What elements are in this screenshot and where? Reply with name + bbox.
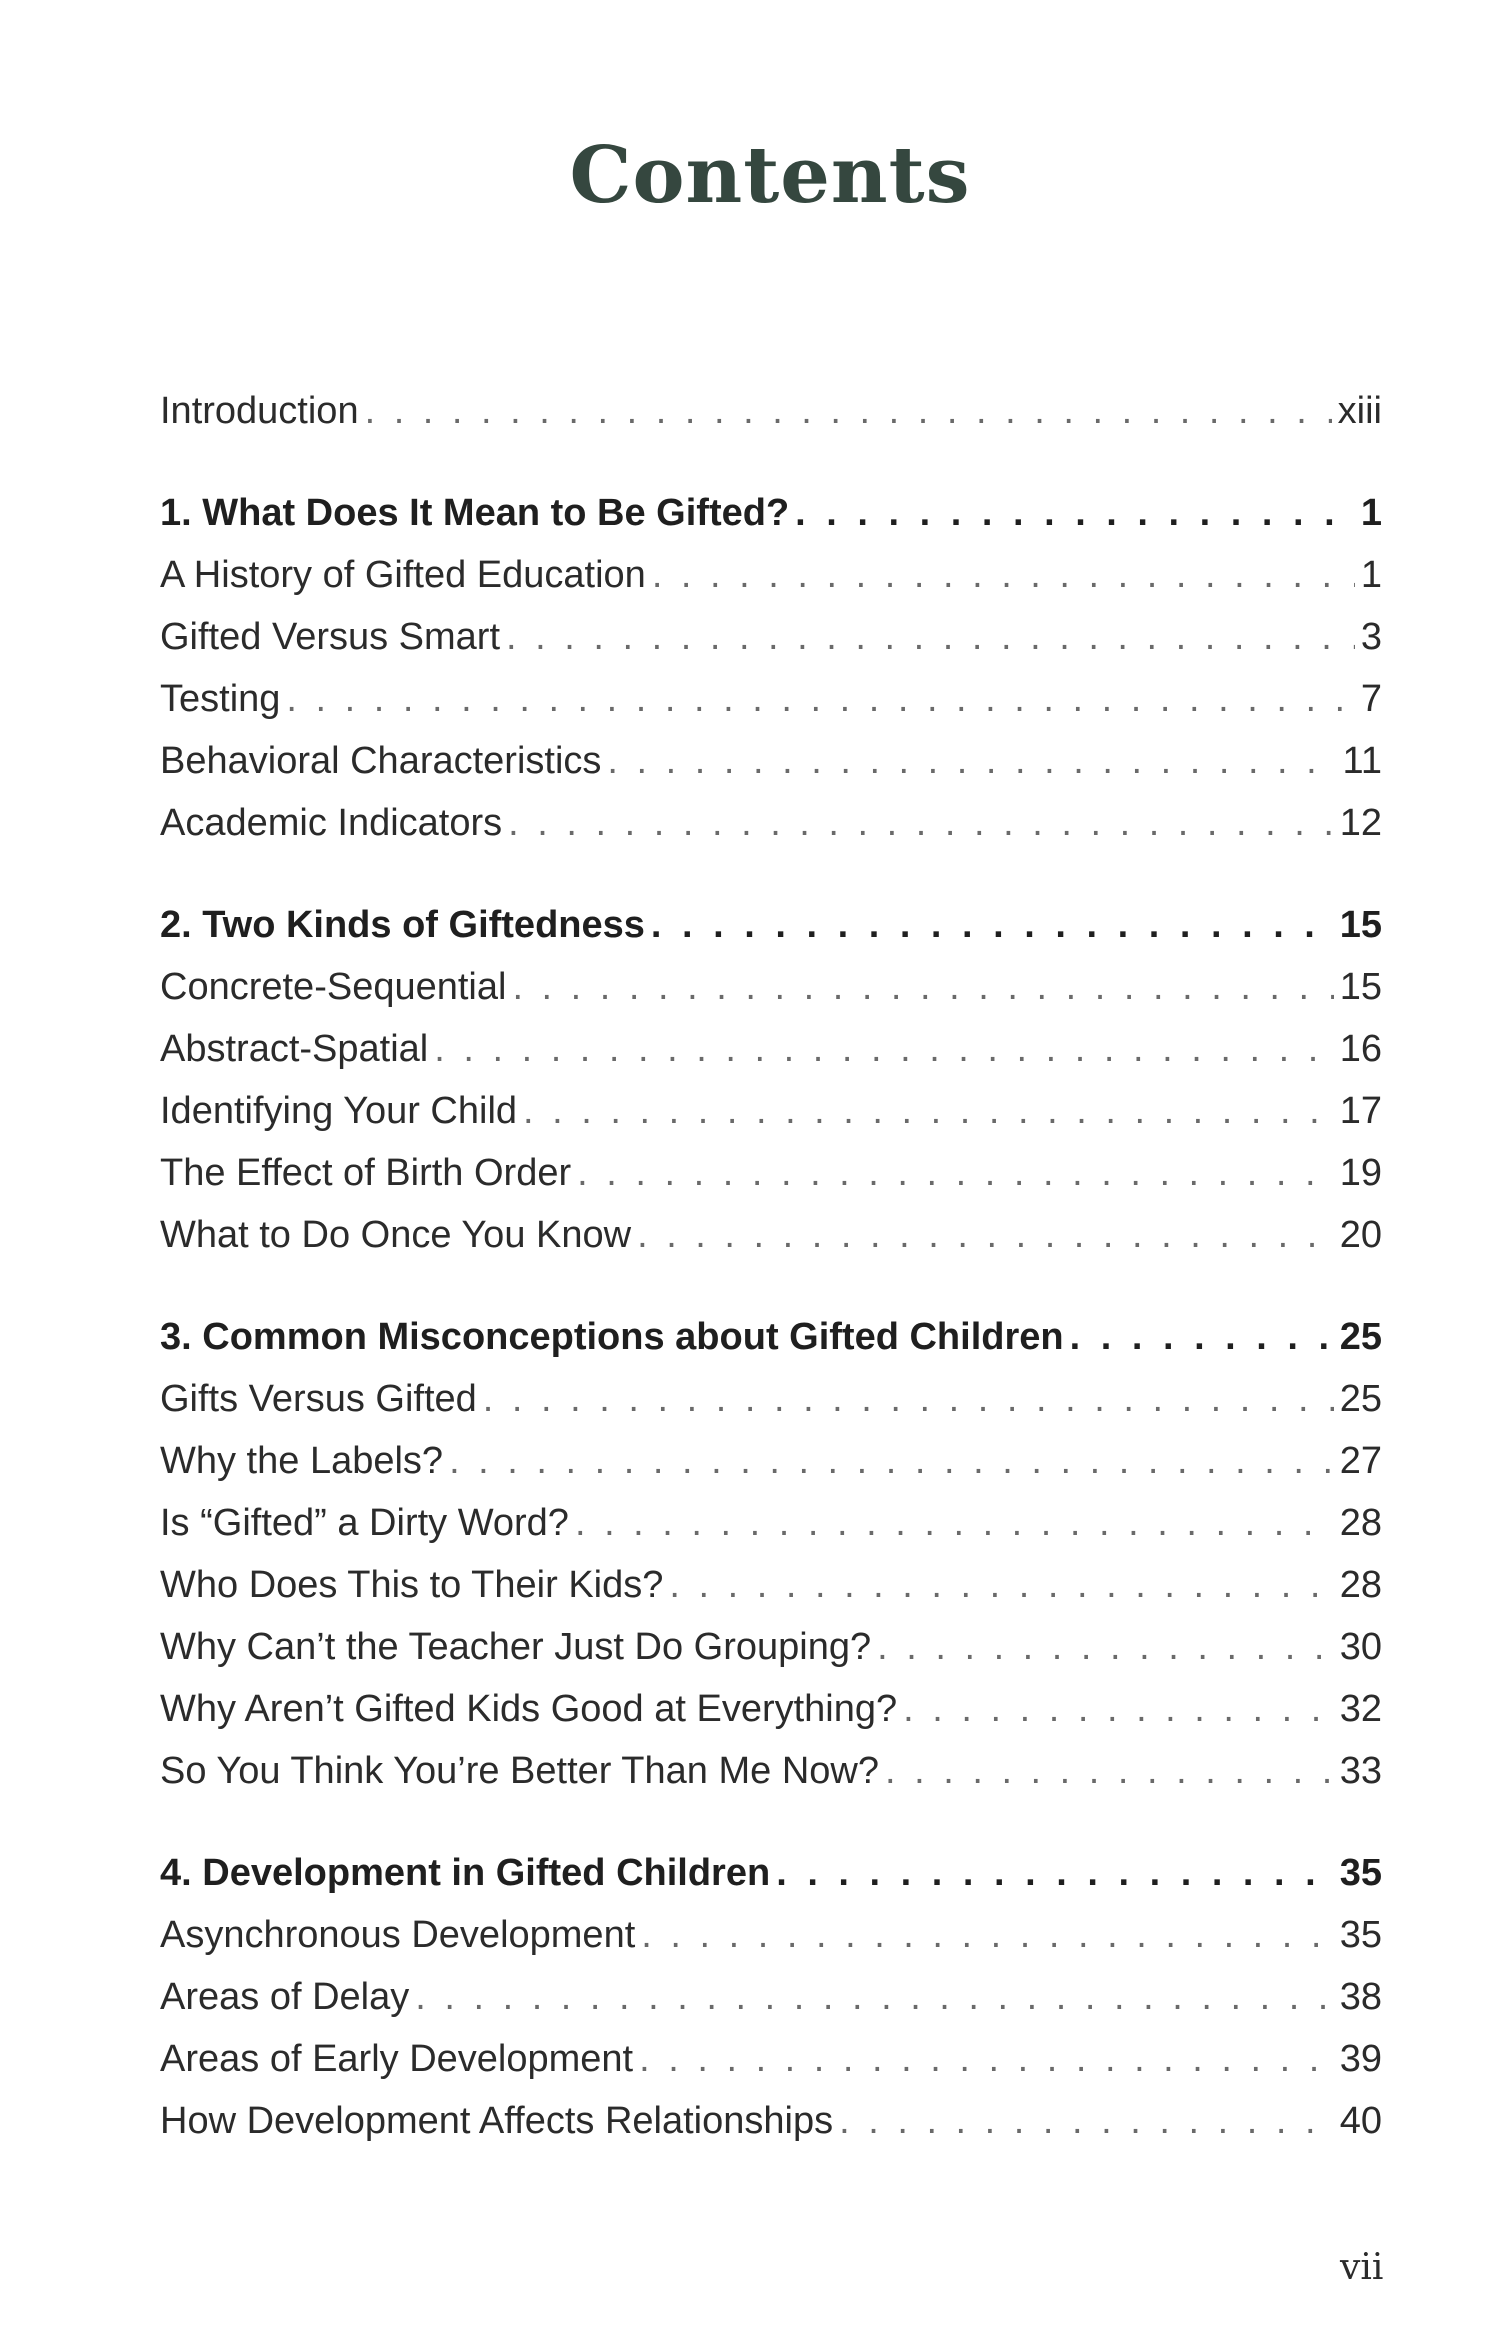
toc-entry-label: Academic Indicators [160, 802, 503, 844]
toc-entry [160, 1142, 1382, 1204]
toc-entry-introduction [160, 380, 1382, 442]
toc-entry-page: xiii [1337, 390, 1382, 432]
dot-leader [286, 668, 1354, 730]
toc-entry-page: 27 [1339, 1440, 1382, 1482]
toc-entry-label: Testing [160, 678, 281, 720]
chapter-page: 35 [1339, 1852, 1382, 1894]
toc-entry [160, 1616, 1382, 1678]
toc-entry-page: 40 [1339, 2100, 1382, 2142]
toc-entry [160, 1904, 1382, 1966]
chapter-page: 25 [1339, 1316, 1382, 1358]
chapter-heading [160, 894, 1382, 956]
dot-leader [415, 1966, 1333, 2028]
toc-entry-page: 12 [1339, 802, 1382, 844]
toc-entry-label: Gifts Versus Gifted [160, 1378, 477, 1420]
toc-entry [160, 1018, 1382, 1080]
toc-entry [160, 1492, 1382, 1554]
toc-entry-label: A History of Gifted Education [160, 554, 646, 596]
toc-entry [160, 2028, 1382, 2090]
toc-entry-label: Abstract-Spatial [160, 1028, 429, 1070]
toc-entry-page: 7 [1360, 678, 1382, 720]
toc-entry-label: What to Do Once You Know [160, 1214, 632, 1256]
toc-entry-page: 28 [1339, 1502, 1382, 1544]
chapter-page: 15 [1339, 904, 1382, 946]
dot-leader [434, 1018, 1333, 1080]
dot-leader [637, 1204, 1334, 1266]
toc-entry [160, 1678, 1382, 1740]
chapter-title: 1. What Does It Mean to Be Gifted? [160, 492, 790, 534]
chapter-title: 2. Two Kinds of Giftedness [160, 904, 645, 946]
dot-leader [903, 1678, 1334, 1740]
chapter-page: 1 [1360, 492, 1382, 534]
toc-entry-label: Is “Gifted” a Dirty Word? [160, 1502, 569, 1544]
dot-leader [641, 1904, 1333, 1966]
toc-entry [160, 2090, 1382, 2152]
table-of-contents [160, 380, 1382, 2152]
dot-leader [512, 956, 1333, 1018]
toc-entry-page: 1 [1360, 554, 1382, 596]
toc-entry-page: 38 [1339, 1976, 1382, 2018]
page-title: Contents [569, 130, 971, 221]
dot-leader [575, 1492, 1334, 1554]
toc-entry-page: 39 [1339, 2038, 1382, 2080]
dot-leader [651, 894, 1334, 956]
toc-entry-page: 30 [1339, 1626, 1382, 1668]
chapter-heading [160, 1306, 1382, 1368]
dot-leader [639, 2028, 1334, 2090]
toc-entry-page: 11 [1342, 740, 1382, 782]
dot-leader [483, 1368, 1334, 1430]
dot-leader [776, 1842, 1334, 1904]
dot-leader [885, 1740, 1334, 1802]
dot-leader [508, 792, 1334, 854]
toc-entry-page: 19 [1339, 1152, 1382, 1194]
toc-entry-label: The Effect of Birth Order [160, 1152, 572, 1194]
toc-entry-label: Areas of Early Development [160, 2038, 634, 2080]
toc-entry-page: 32 [1339, 1688, 1382, 1730]
chapter-title: 3. Common Misconceptions about Gifted Children [160, 1316, 1064, 1358]
toc-entry-page: 16 [1339, 1028, 1382, 1070]
toc-entry-label: Why Can’t the Teacher Just Do Grouping? [160, 1626, 872, 1668]
dot-leader [652, 544, 1355, 606]
toc-entry-label: Why Aren’t Gifted Kids Good at Everything? [160, 1688, 898, 1730]
dot-leader [506, 606, 1355, 668]
dot-leader [607, 730, 1336, 792]
toc-entry-page: 25 [1339, 1378, 1382, 1420]
toc-entry-page: 20 [1339, 1214, 1382, 1256]
dot-leader [523, 1080, 1334, 1142]
toc-entry [160, 1080, 1382, 1142]
toc-entry-label: Concrete-Sequential [160, 966, 507, 1008]
toc-entry [160, 668, 1382, 730]
toc-entry [160, 730, 1382, 792]
toc-entry-label: Who Does This to Their Kids? [160, 1564, 664, 1606]
toc-entry-label: Behavioral Characteristics [160, 740, 602, 782]
toc-entry [160, 544, 1382, 606]
toc-entry-page: 15 [1339, 966, 1382, 1008]
toc-entry [160, 792, 1382, 854]
dot-leader [1070, 1306, 1334, 1368]
toc-entry-label: How Development Affects Relationships [160, 2100, 834, 2142]
toc-entry-label: Identifying Your Child [160, 1090, 518, 1132]
toc-entry [160, 1740, 1382, 1802]
toc-entry-page: 35 [1339, 1914, 1382, 1956]
toc-entry-label: Areas of Delay [160, 1976, 410, 2018]
dot-leader [577, 1142, 1334, 1204]
chapter-heading [160, 1842, 1382, 1904]
dot-leader [877, 1616, 1334, 1678]
toc-entry [160, 1430, 1382, 1492]
page-number: vii [1340, 2247, 1384, 2288]
toc-entry-page: 33 [1339, 1750, 1382, 1792]
toc-entry [160, 1204, 1382, 1266]
toc-entry-label: Introduction [160, 390, 359, 432]
toc-entry [160, 1368, 1382, 1430]
dot-leader [365, 380, 1332, 442]
toc-entry-label: Why the Labels? [160, 1440, 444, 1482]
toc-entry [160, 606, 1382, 668]
dot-leader [795, 482, 1355, 544]
dot-leader [839, 2090, 1334, 2152]
toc-entry [160, 956, 1382, 1018]
toc-entry [160, 1966, 1382, 2028]
chapter-title: 4. Development in Gifted Children [160, 1852, 771, 1894]
toc-entry-page: 3 [1360, 616, 1382, 658]
dot-leader [669, 1554, 1333, 1616]
toc-entry [160, 1554, 1382, 1616]
chapter-heading [160, 482, 1382, 544]
toc-entry-page: 17 [1339, 1090, 1382, 1132]
toc-entry-label: So You Think You’re Better Than Me Now? [160, 1750, 879, 1792]
toc-entry-label: Gifted Versus Smart [160, 616, 501, 658]
dot-leader [449, 1430, 1334, 1492]
toc-entry-page: 28 [1339, 1564, 1382, 1606]
toc-entry-label: Asynchronous Development [160, 1914, 636, 1956]
